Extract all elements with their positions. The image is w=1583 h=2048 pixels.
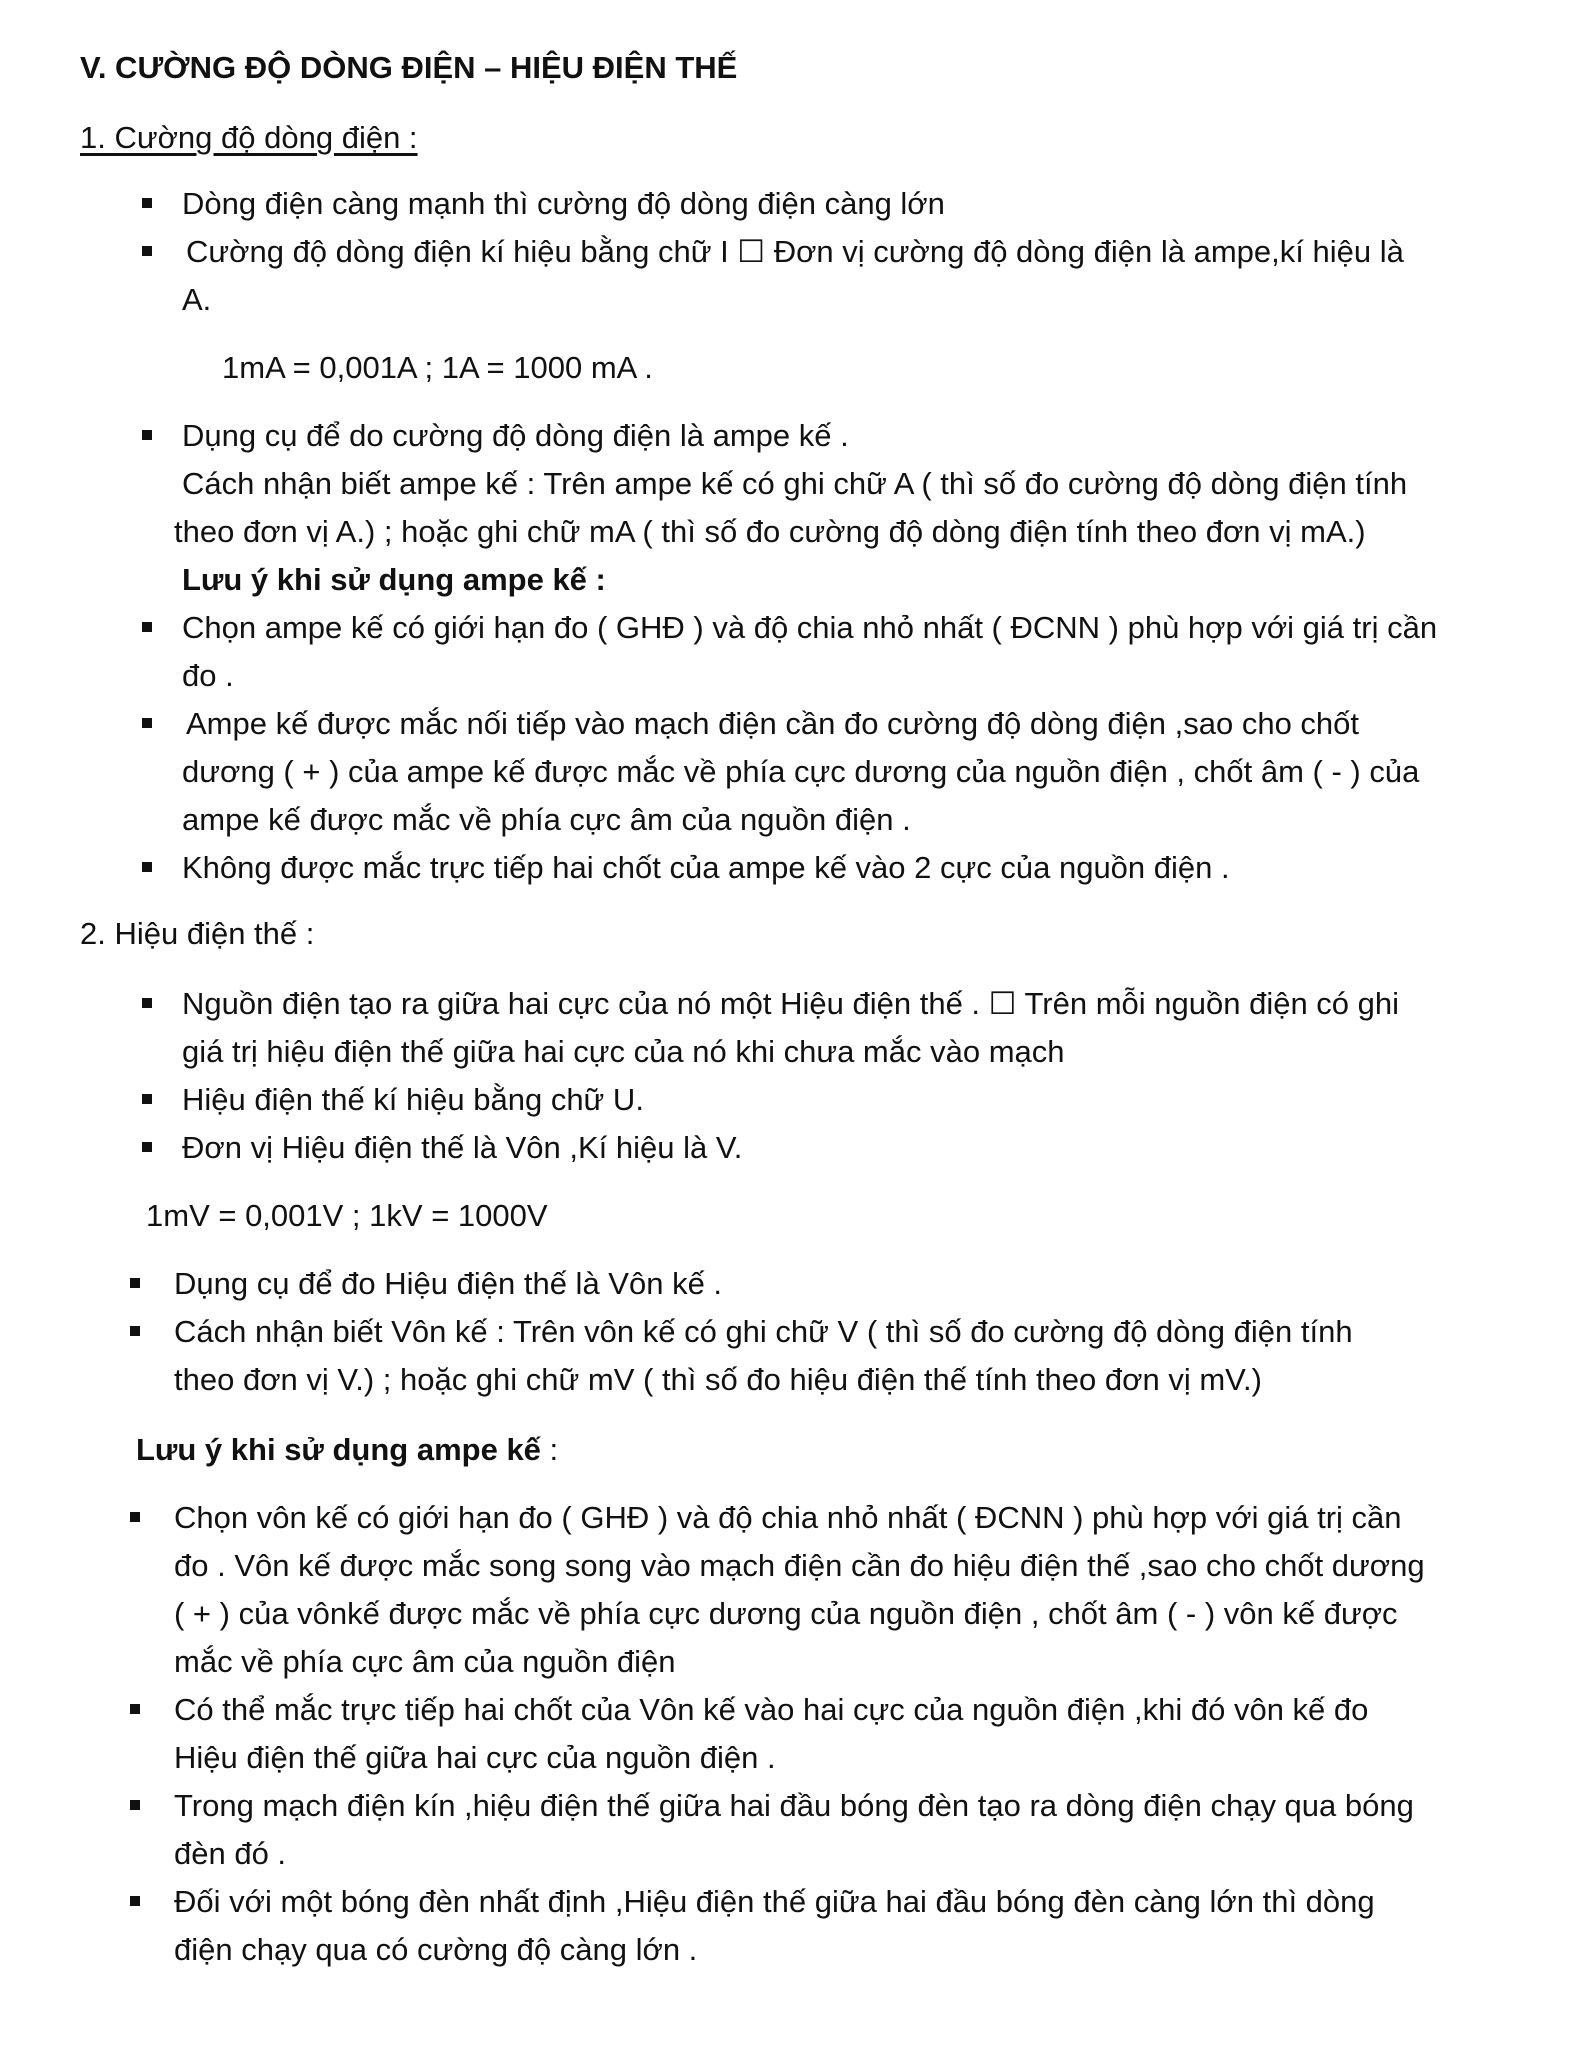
bullet-marker (130, 1278, 140, 1288)
s2-bullet-6-line-2: đo . Vôn kế được mắc song song vào mạch điện cần đo hiệu điện thế ,sao cho chốt dương (174, 1548, 1425, 1583)
s1-bullet-5-line-1: Ampe kế được mắc nối tiếp vào mạch điện cần đo cường độ dòng điện ,sao cho chốt (186, 706, 1360, 741)
s2-bullet-3: Đơn vị Hiệu điện thế là Vôn ,Kí hiệu là V. (182, 1130, 743, 1165)
s2-bullet-4: Dụng cụ để đo Hiệu điện thế là Vôn kế . (174, 1266, 723, 1301)
s1-bullet-2-line-1: Cường độ dòng điện kí hiệu bằng chữ I ☐ Đơn vị cường độ dòng điện là ampe,kí hiệu là (186, 234, 1404, 269)
bullet-marker (142, 198, 152, 208)
s2-bullet-5-line-2: theo đơn vị V.) ; hoặc ghi chữ mV ( thì số đo hiệu điện thế tính theo đơn vị mV.) (174, 1362, 1262, 1397)
bullet-marker (142, 862, 152, 872)
s1-bullet-6: Không được mắc trực tiếp hai chốt của ampe kế vào 2 cực của nguồn điện . (182, 850, 1230, 885)
s2-bullet-8-line-2: đèn đó . (174, 1836, 287, 1871)
s2-bullet-1-line-1: Nguồn điện tạo ra giữa hai cực của nó một Hiệu điện thế . ☐ Trên mỗi nguồn điện có ghi (182, 986, 1400, 1021)
s1-bullet-5-line-3: ampe kế được mắc về phía cực âm của nguồn điện . (182, 802, 911, 837)
page-title: V. CƯỜNG ĐỘ DÒNG ĐIỆN – HIỆU ĐIỆN THẾ (80, 50, 738, 85)
bullet-marker (130, 1800, 140, 1810)
bullet-marker (142, 246, 152, 256)
s2-bullet-6-line-1: Chọn vôn kế có giới hạn đo ( GHĐ ) và độ chia nhỏ nhất ( ĐCNN ) phù hợp với giá trị cần (174, 1500, 1402, 1535)
s2-bullet-9-line-1: Đối với một bóng đèn nhất định ,Hiệu điện thế giữa hai đầu bóng đèn càng lớn thì dòng (174, 1884, 1375, 1919)
s2-bullet-7-line-1: Có thể mắc trực tiếp hai chốt của Vôn kế vào hai cực của nguồn điện ,khi đó vôn kế đo (174, 1692, 1369, 1727)
bullet-marker (130, 1704, 140, 1714)
s2-bullet-1-line-2: giá trị hiệu điện thế giữa hai cực của nó khi chưa mắc vào mạch (182, 1034, 1065, 1069)
s2-note-heading-colon: : (540, 1432, 559, 1467)
bullet-marker (142, 1142, 152, 1152)
bullet-marker (130, 1512, 140, 1522)
s2-bullet-5-line-1: Cách nhận biết Vôn kế : Trên vôn kế có ghi chữ V ( thì số đo cường độ dòng điện tính (174, 1314, 1353, 1349)
s1-bullet-2-line-2: A. (182, 282, 212, 317)
s1-bullet-3: Dụng cụ để do cường độ dòng điện là ampe kế . (182, 418, 849, 453)
s1-para-1-line-2: theo đơn vị A.) ; hoặc ghi chữ mA ( thì số đo cường độ dòng điện tính theo đơn vị mA.) (174, 514, 1366, 549)
section-1-heading: 1. Cường độ dòng điện : (80, 120, 418, 155)
s2-bullet-9-line-2: điện chạy qua có cường độ càng lớn . (174, 1932, 698, 1967)
s2-formula: 1mV = 0,001V ; 1kV = 1000V (146, 1198, 548, 1233)
bullet-marker (130, 1896, 140, 1906)
s1-bullet-5-line-2: dương ( + ) của ampe kế được mắc về phía cực dương của nguồn điện , chốt âm ( - ) của (182, 754, 1420, 789)
s2-bullet-2: Hiệu điện thế kí hiệu bằng chữ U. (182, 1082, 644, 1117)
s2-bullet-8-line-1: Trong mạch điện kín ,hiệu điện thế giữa hai đầu bóng đèn tạo ra dòng điện chạy qua bóng (174, 1788, 1414, 1823)
s1-para-1-line-1: Cách nhận biết ampe kế : Trên ampe kế có ghi chữ A ( thì số đo cường độ dòng điện tính (182, 466, 1408, 501)
s1-bullet-4-line-1: Chọn ampe kế có giới hạn đo ( GHĐ ) và độ chia nhỏ nhất ( ĐCNN ) phù hợp với giá trị cần (182, 610, 1438, 645)
bullet-marker (142, 718, 152, 728)
s2-bullet-6-line-3: ( + ) của vônkế được mắc về phía cực dương của nguồn điện , chốt âm ( - ) vôn kế được (174, 1596, 1398, 1631)
bullet-marker (142, 430, 152, 440)
s1-bullet-4-line-2: đo . (182, 658, 234, 693)
bullet-marker (142, 622, 152, 632)
s1-bullet-1: Dòng điện càng mạnh thì cường độ dòng điện càng lớn (182, 186, 945, 221)
s1-note-heading: Lưu ý khi sử dụng ampe kế : (182, 562, 606, 597)
s1-formula: 1mA = 0,001A ; 1A = 1000 mA . (222, 350, 653, 385)
s2-bullet-7-line-2: Hiệu điện thế giữa hai cực của nguồn điện . (174, 1740, 776, 1775)
bullet-marker (130, 1326, 140, 1336)
s2-note-heading-bold: Lưu ý khi sử dụng ampe kế (136, 1432, 541, 1467)
bullet-marker (142, 1094, 152, 1104)
section-2-heading: 2. Hiệu điện thế : (80, 916, 315, 951)
s2-note-heading (136, 1426, 558, 1474)
bullet-marker (142, 998, 152, 1008)
s2-bullet-6-line-4: mắc về phía cực âm của nguồn điện (174, 1644, 676, 1679)
